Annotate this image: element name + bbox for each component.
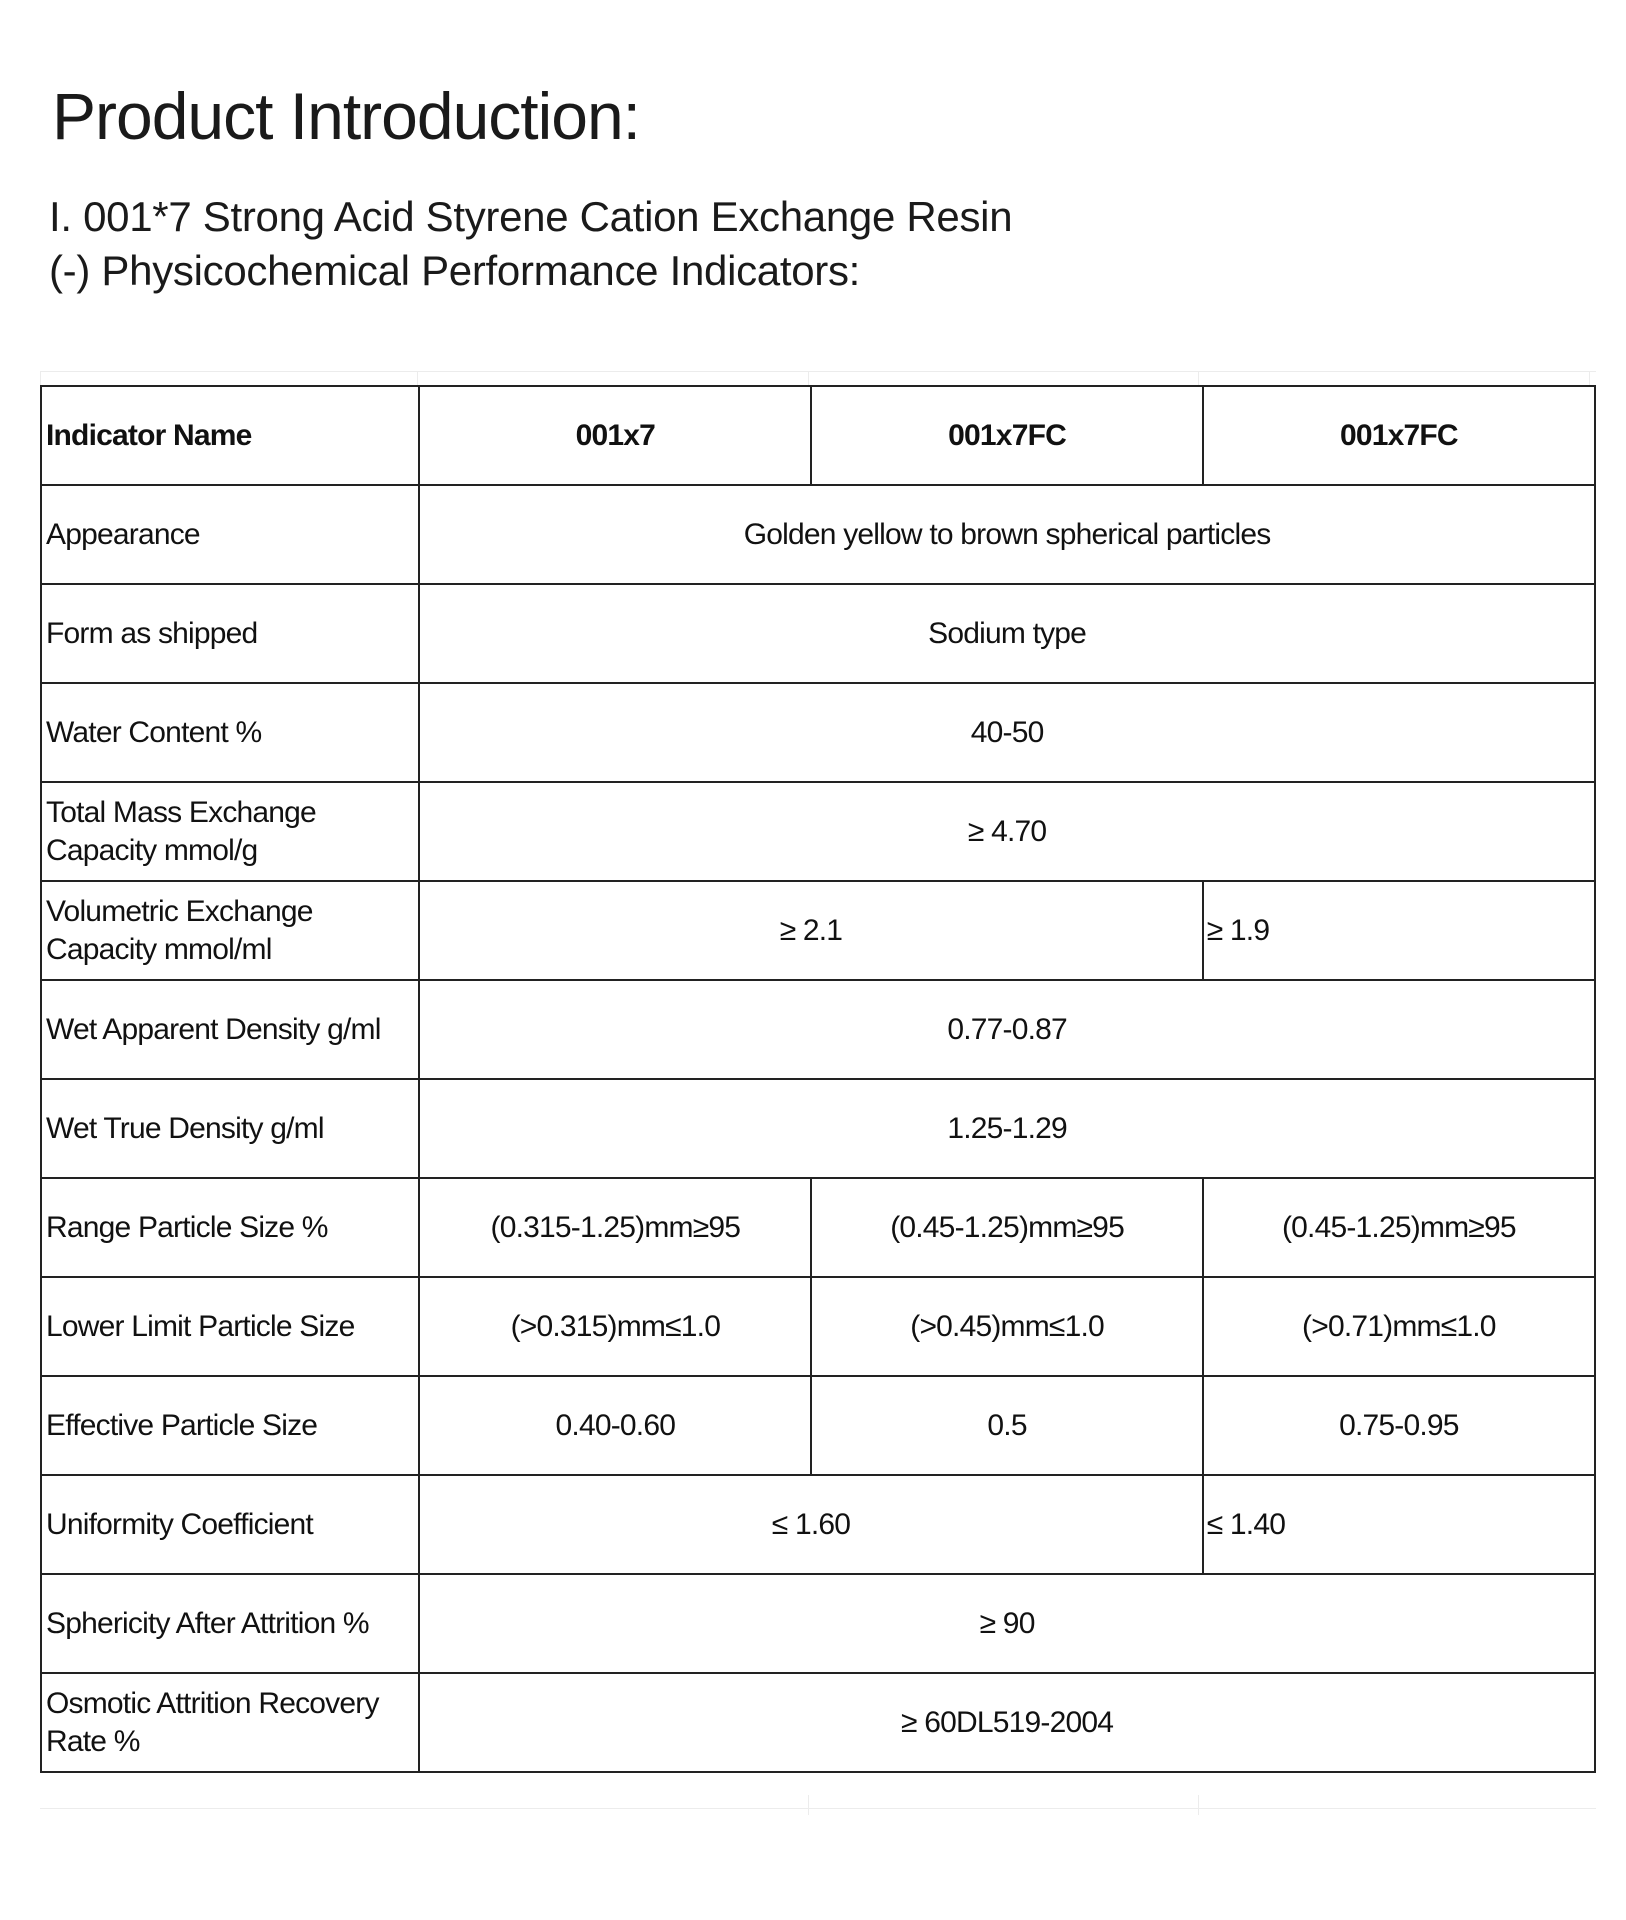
table-row [41, 485, 1595, 584]
cell-value: 40-50 [419, 683, 1595, 782]
row-label: Lower Limit Particle Size [41, 1277, 419, 1376]
grid-line [417, 371, 418, 385]
row-label: Water Content % [41, 683, 419, 782]
cell-value: (0.315-1.25)mm≥95 [419, 1178, 811, 1277]
cell-value: 0.5 [811, 1376, 1202, 1475]
cell-value: ≤ 1.60 [419, 1475, 1203, 1574]
grid-line [40, 371, 1596, 372]
row-label: Volumetric Exchange Capacity mmol/ml [41, 881, 419, 980]
cell-value: Golden yellow to brown spherical particles [419, 485, 1595, 584]
table-row [41, 1277, 1595, 1376]
row-label: Osmotic Attrition Recovery Rate % [41, 1673, 419, 1772]
row-label: Effective Particle Size [41, 1376, 419, 1475]
cell-value: 0.77-0.87 [419, 980, 1595, 1079]
cell-value: ≥ 60DL519-2004 [419, 1673, 1595, 1772]
table-row [41, 1673, 1595, 1772]
grid-line [40, 1808, 1596, 1809]
cell-value: (>0.45)mm≤1.0 [811, 1277, 1202, 1376]
cell-value: 0.40-0.60 [419, 1376, 811, 1475]
cell-value: ≥ 90 [419, 1574, 1595, 1673]
cell-value: ≤ 1.40 [1203, 1475, 1595, 1574]
table-row [41, 980, 1595, 1079]
grid-line [1198, 371, 1199, 385]
page-title: Product Introduction: [52, 79, 641, 153]
table-header-row [41, 386, 1595, 485]
table-row [41, 683, 1595, 782]
cell-value: (0.45-1.25)mm≥95 [811, 1178, 1202, 1277]
row-label: Uniformity Coefficient [41, 1475, 419, 1574]
header-001x7: 001x7 [419, 386, 811, 485]
row-label: Range Particle Size % [41, 1178, 419, 1277]
row-label: Wet True Density g/ml [41, 1079, 419, 1178]
section-heading [49, 190, 1012, 298]
table-row [41, 1079, 1595, 1178]
grid-line [808, 1795, 809, 1815]
cell-value: ≥ 4.70 [419, 782, 1595, 881]
header-indicator-name: Indicator Name [41, 386, 419, 485]
cell-value: 0.75-0.95 [1203, 1376, 1595, 1475]
table-row [41, 584, 1595, 683]
row-label: Wet Apparent Density g/ml [41, 980, 419, 1079]
table-row [41, 881, 1595, 980]
cell-value: Sodium type [419, 584, 1595, 683]
table-row [41, 1475, 1595, 1574]
grid-line [808, 371, 809, 385]
row-label: Total Mass Exchange Capacity mmol/g [41, 782, 419, 881]
table-row [41, 782, 1595, 881]
header-001x7fc-2: 001x7FC [1203, 386, 1595, 485]
cell-value: ≥ 1.9 [1203, 881, 1595, 980]
cell-value: (>0.315)mm≤1.0 [419, 1277, 811, 1376]
grid-line [40, 371, 41, 385]
grid-line [1589, 371, 1590, 385]
cell-value: (0.45-1.25)mm≥95 [1203, 1178, 1595, 1277]
table-row [41, 1574, 1595, 1673]
table-row [41, 1178, 1595, 1277]
row-label: Sphericity After Attrition % [41, 1574, 419, 1673]
cell-value: ≥ 2.1 [419, 881, 1203, 980]
header-001x7fc: 001x7FC [811, 386, 1202, 485]
grid-line [1198, 1795, 1199, 1815]
row-label: Appearance [41, 485, 419, 584]
cell-value: (>0.71)mm≤1.0 [1203, 1277, 1595, 1376]
indicators-heading: (-) Physicochemical Performance Indicators: [49, 247, 861, 294]
row-label: Form as shipped [41, 584, 419, 683]
product-heading: I. 001*7 Strong Acid Styrene Cation Exchange Resin [49, 193, 1013, 240]
cell-value: 1.25-1.29 [419, 1079, 1595, 1178]
spec-table [40, 385, 1596, 1773]
table-row [41, 1376, 1595, 1475]
